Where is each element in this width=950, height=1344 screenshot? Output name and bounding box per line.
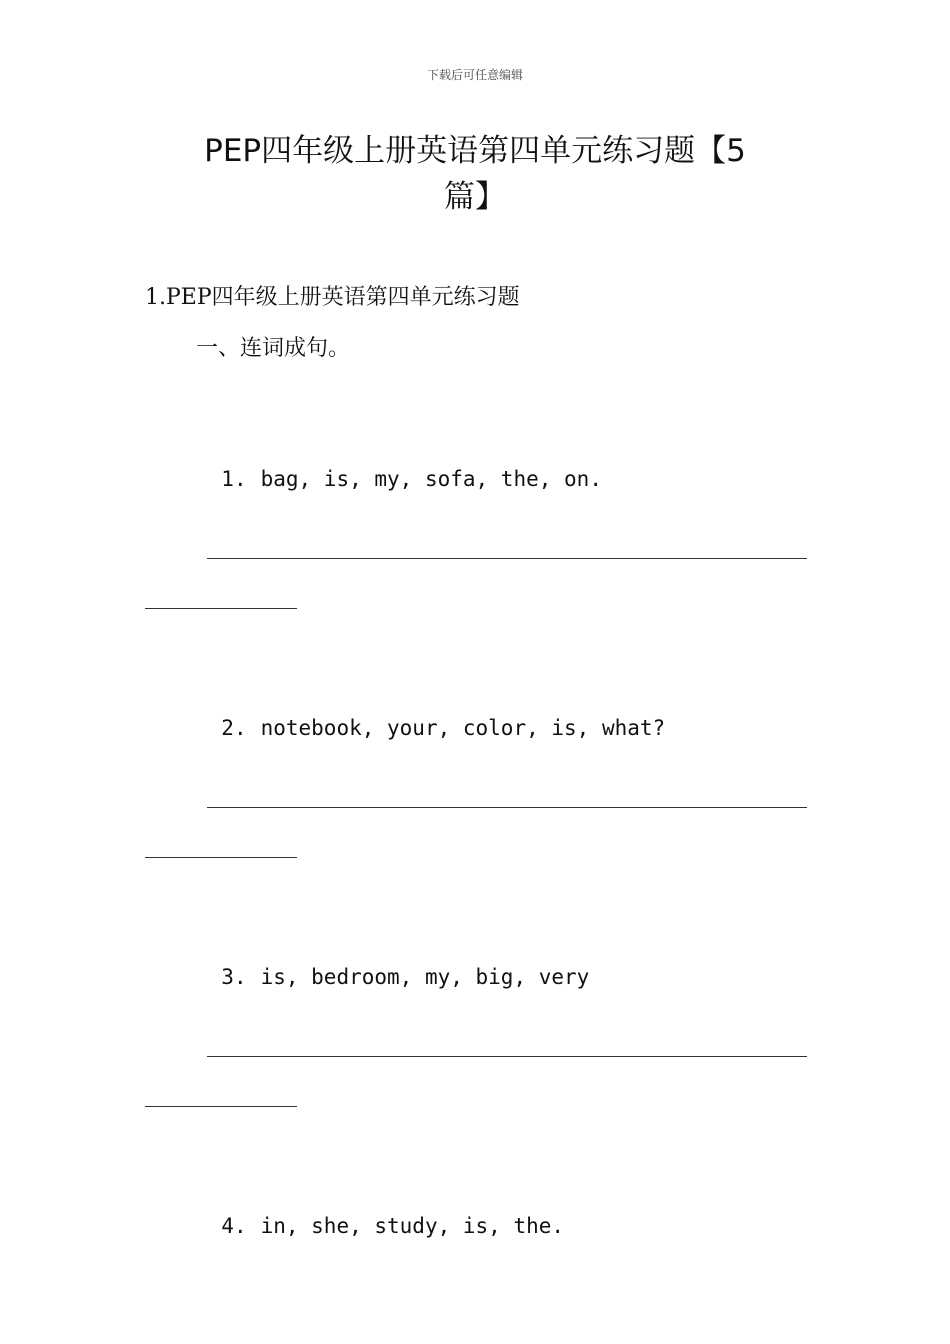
answer-line-continuation xyxy=(145,608,297,609)
question-item xyxy=(196,683,665,743)
title-line-1: PEP四年级上册英语第四单元练习题【5 xyxy=(204,133,746,169)
question-words: bag, is, my, sofa, the, on. xyxy=(260,467,602,491)
question-number: 2. xyxy=(221,716,247,740)
header-note: 下载后可任意编辑 xyxy=(426,68,523,82)
question-words: notebook, your, color, is, what? xyxy=(260,716,666,740)
answer-line-continuation xyxy=(145,857,297,858)
part-heading: 一、连词成句。 xyxy=(196,336,351,361)
question-item xyxy=(196,1181,564,1241)
question-number: 4. xyxy=(221,1214,247,1238)
title-line-2: 篇】 xyxy=(444,179,506,215)
question-item xyxy=(196,434,602,494)
answer-line xyxy=(207,807,807,808)
document-title xyxy=(150,128,800,220)
question-number: 1. xyxy=(221,467,247,491)
answer-line xyxy=(207,558,807,559)
question-words: in, she, study, is, the. xyxy=(260,1214,565,1238)
answer-line xyxy=(207,1056,807,1057)
answer-line-continuation xyxy=(145,1106,297,1107)
question-words: is, bedroom, my, big, very xyxy=(260,965,590,989)
question-number: 3. xyxy=(221,965,247,989)
section-title: 1.PEP四年级上册英语第四单元练习题 xyxy=(145,285,520,310)
question-item xyxy=(196,932,589,992)
